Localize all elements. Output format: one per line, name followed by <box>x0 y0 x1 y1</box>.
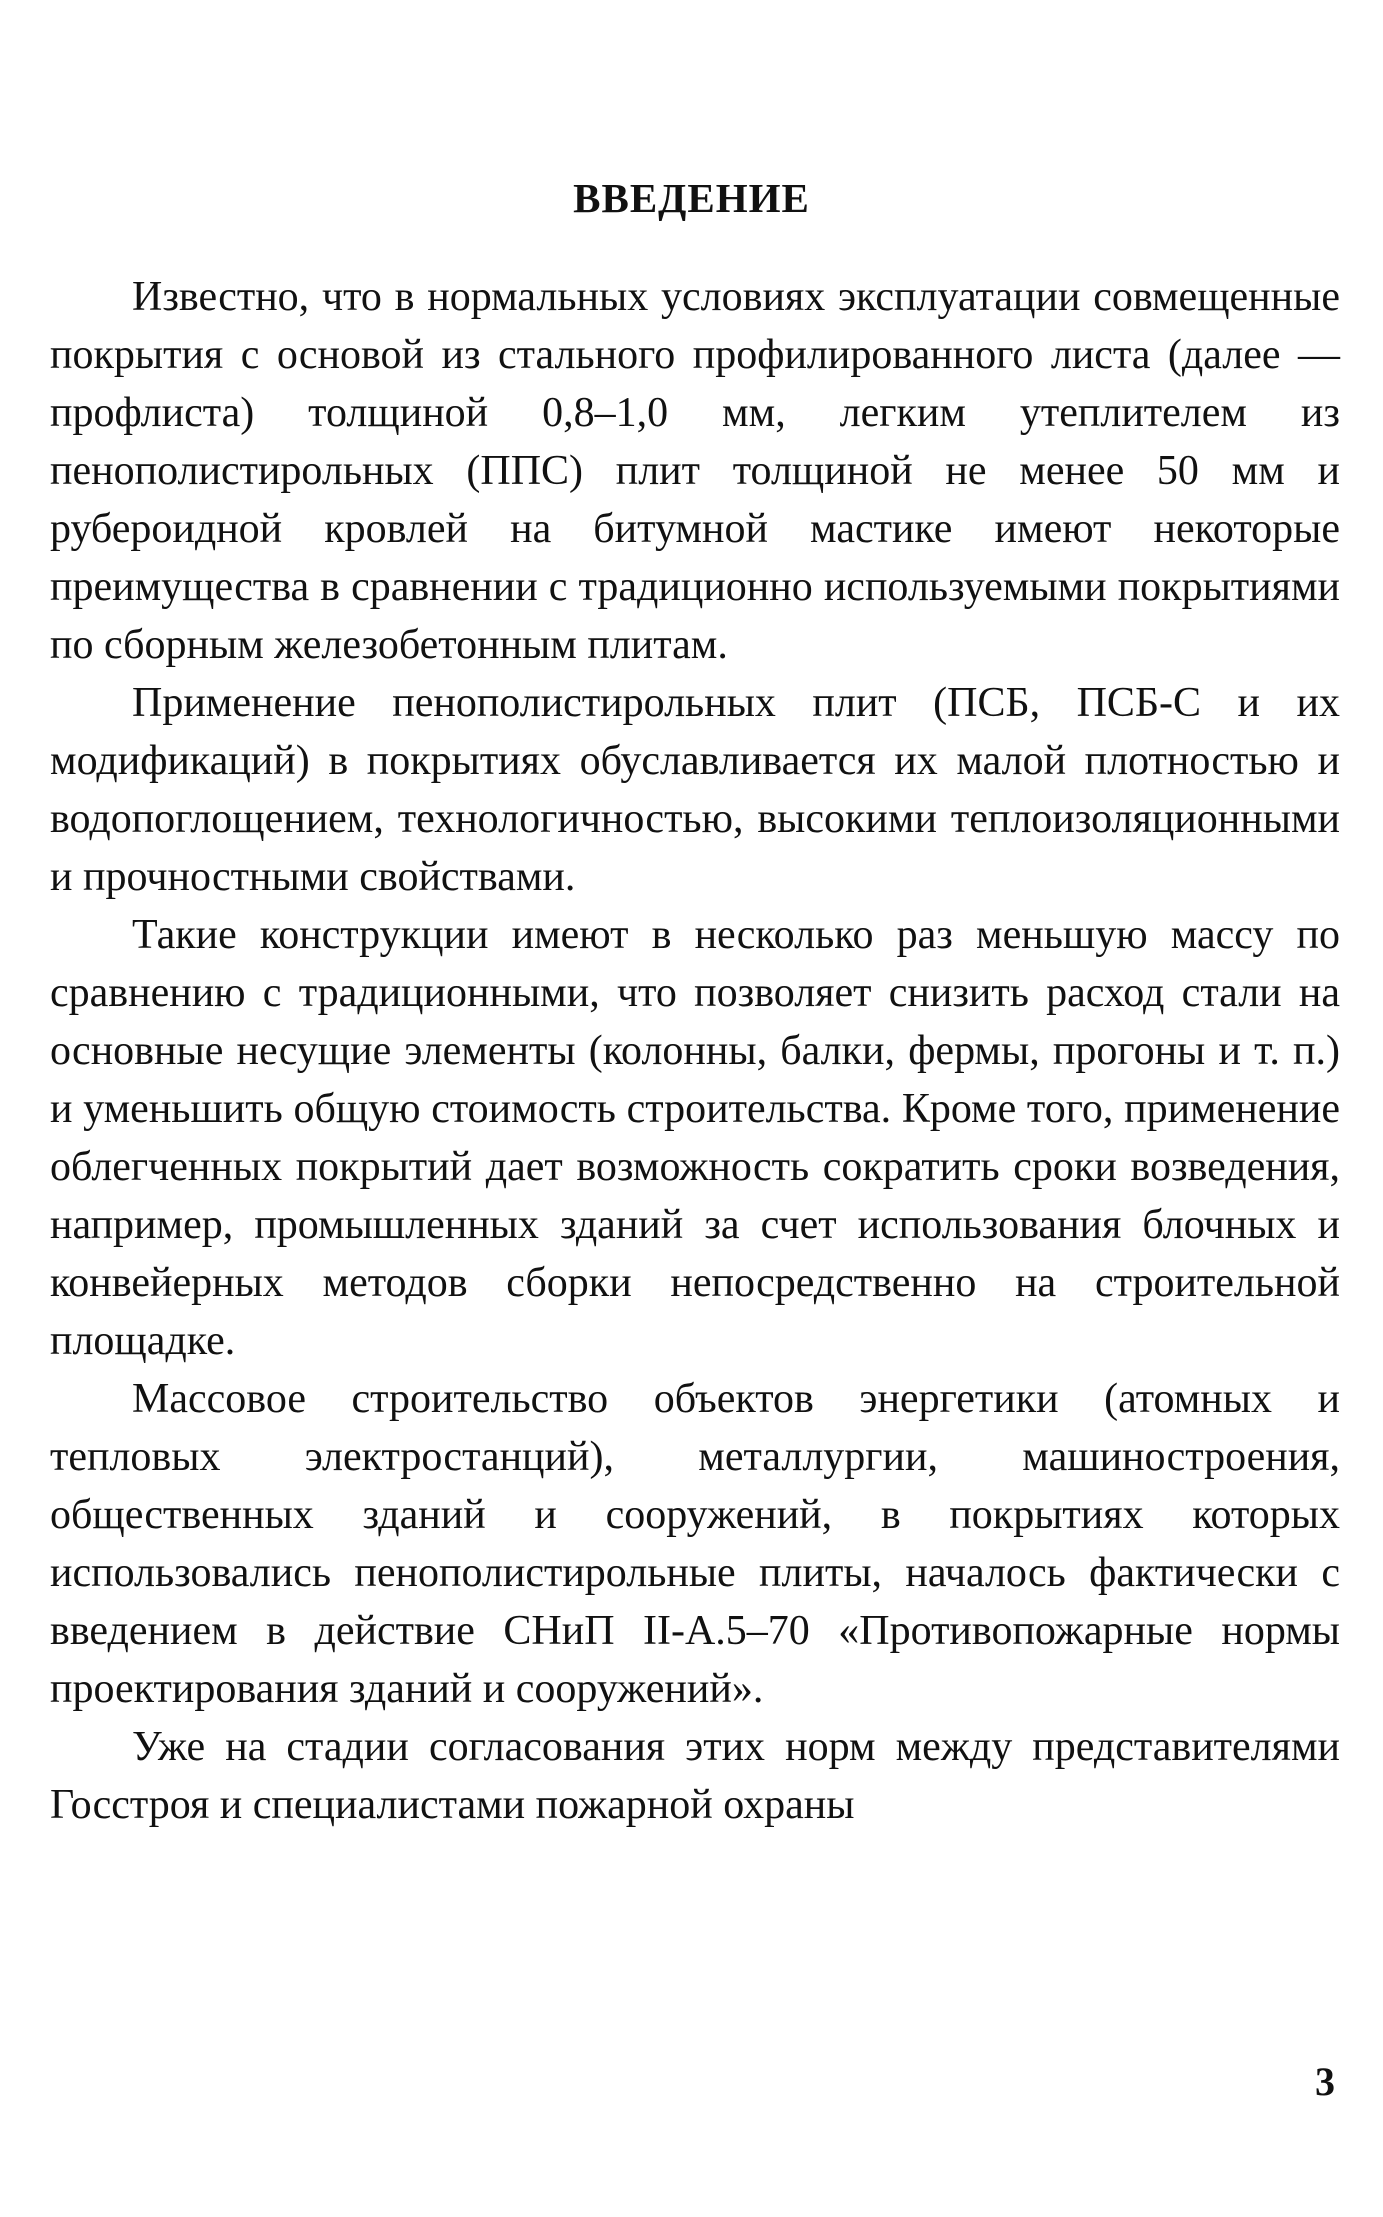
paragraph-5: Уже на стадии согласования этих норм между представителями Госстроя и специалистами пожарной охраны <box>50 1724 1340 1828</box>
paragraph-3: Такие конструкции имеют в несколько раз меньшую массу по сравнению с традиционными, что позволяет снизить расход стали на основные несущие элементы (колонны, балки, фермы, прогоны и т. п.) и уменьшить общую стоимость строительства. Кроме того, применение облегченных покрытий дает возможность сократить сроки возведения, например, промышленных зданий за счет использования блочных и конвейерных методов сборки непосредственно на строительной площадке. <box>50 912 1340 1364</box>
body-text <box>50 268 1340 1834</box>
paragraph-4: Массовое строительство объектов энергетики (атомных и тепловых электростанций), металлургии, машиностроения, общественных зданий и сооружений, в покрытиях которых использовались пенополистирольные плиты, началось фактически с введением в действие СНиП II-А.5–70 «Противопожарные нормы проектирования зданий и сооружений». <box>50 1376 1340 1712</box>
paragraph-1: Известно, что в нормальных условиях эксплуатации совмещенные покрытия с основой из стального профилированного листа (далее — профлиста) толщиной 0,8–1,0 мм, легким утеплителем из пенополистирольных (ППС) плит толщиной не менее 50 мм и рубероидной кровлей на битумной мастике имеют некоторые преимущества в сравнении с традиционно используемыми покрытиями по сборным железобетонным плитам. <box>50 274 1340 668</box>
page-number: 3 <box>1315 2059 1335 2104</box>
paragraph-2: Применение пенополистирольных плит (ПСБ, ПСБ-С и их модификаций) в покрытиях обуславливается их малой плотностью и водопоглощением, технологичностью, высокими теплоизоляционными и прочностными свойствами. <box>50 680 1340 900</box>
page-title: ВВЕДЕНИЕ <box>573 175 810 221</box>
